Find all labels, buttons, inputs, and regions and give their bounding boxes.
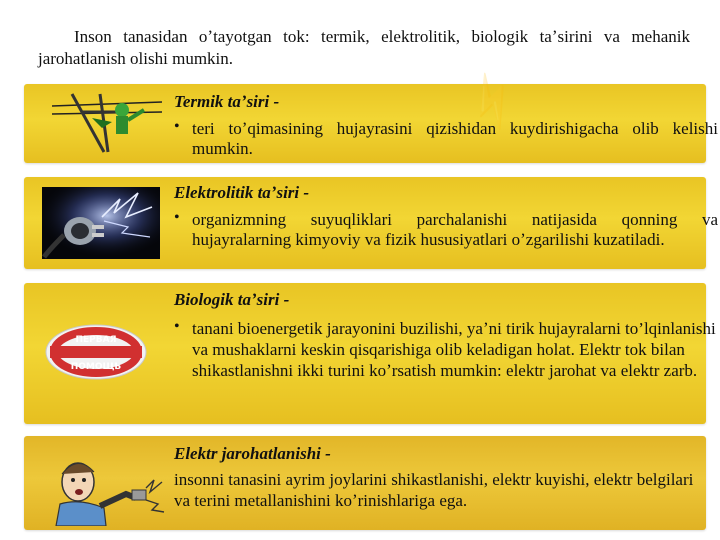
electric-plug-lightning-icon [42,187,160,259]
panel-termik [24,62,718,163]
pylon-worker-icon [52,92,162,154]
panel-title: Elektrolitik taʼsiri - [174,183,310,202]
panel-bullet: • organizmning suyuqliklari parchalanishi natijasida qonning va hujayralarning kimyoviy va fizik hususiyatlari oʼzgarilishi kuzatiladi. [174,209,718,249]
bullet-icon: • [174,318,180,335]
panel-biologik [24,283,716,424]
shocked-man-icon [46,452,168,526]
stamp-bottom-text: ПОМОЩЬ [70,362,122,372]
intro-paragraph: Inson tanasidan oʼtayotgan tok: termik, elektrolitik, biologik taʼsirini va mehanik jarohatlanish olishi mumkin. [38,27,690,68]
panel-title: Biologik taʼsiri - [174,290,290,309]
panel-title: Termik taʼsiri - [174,92,280,111]
stamp-top-text: ПЕРВАЯ [75,335,117,345]
panel-elektrolitik [24,177,718,269]
panel-bullet: • teri toʼqimasining hujayrasini qizishidan kuydirishigacha olib kelishi mumkin. [174,118,718,158]
panel-text: insonni tanasini ayrim joylarini shikastlanishi, elektr kuyishi, elektr belgilari va terini metallanishini koʼrinishlariga ega. [174,470,694,510]
panel-title: Elektr jarohatlanishi - [174,444,331,463]
first-aid-stamp-icon [44,323,148,381]
watermark: ⚡ [453,62,531,140]
panel-bullet: • tanani bioenergetik jarayonini buzilishi, yaʼni tirik hujayralarni to’lqinlanishi va mushaklarni keskin qisqarishiga olib keladigan holat. Elektr tok bilan shikastlanishni ikki turini koʼrsatish mumkin: elektr jarohat va elektr zarb. [174,318,716,380]
bullet-icon: • [174,118,180,135]
panel-elektr-jarohatlanishi [24,436,706,530]
bullet-icon: • [174,209,180,226]
